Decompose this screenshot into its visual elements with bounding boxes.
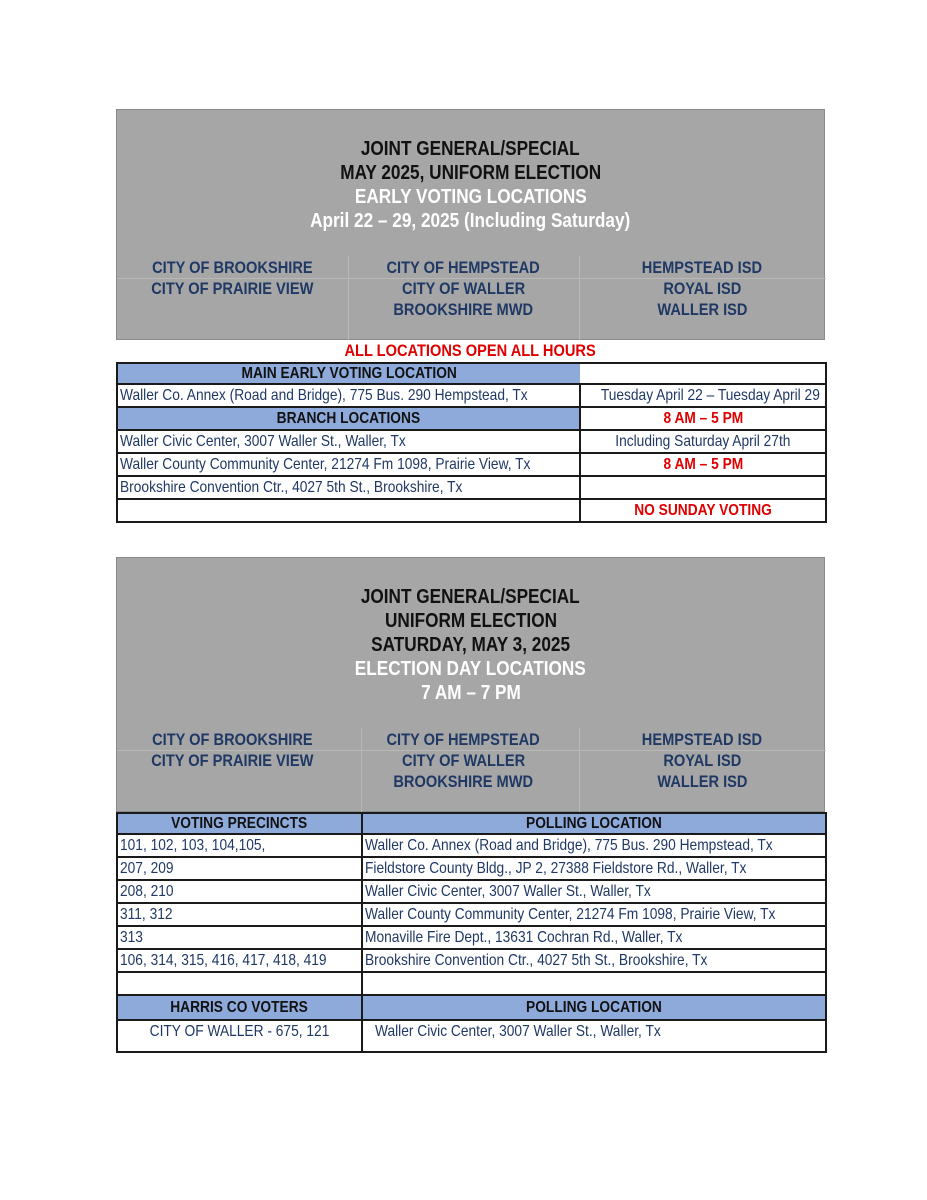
polling-location-header: POLLING LOCATION (362, 813, 826, 834)
eday-title-line-4: ELECTION DAY LOCATIONS (355, 658, 586, 680)
eday-entities-col-2: CITY OF HEMPSTEAD CITY OF WALLER BROOKSHIRE MWD (386, 730, 541, 791)
location-cell: Waller Co. Annex (Road and Bridge), 775 Bus. 290 Hempstead, Tx (362, 834, 826, 857)
precincts-cell: 106, 314, 315, 416, 417, 418, 419 (117, 949, 362, 972)
eday-entities-col-3: HEMPSTEAD ISD ROYAL ISD WALLER ISD (641, 730, 763, 791)
table-row (117, 1020, 826, 1052)
eday-title-line-1: JOINT GENERAL/SPECIAL (361, 586, 580, 608)
early-entities-col-1: CITY OF BROOKSHIRE CITY OF PRAIRIE VIEW (151, 258, 314, 298)
date-range: Tuesday April 22 – Tuesday April 29 (580, 384, 826, 407)
early-voting-header-block (116, 109, 825, 340)
table-row (117, 430, 826, 453)
empty-cell (580, 476, 826, 499)
table-row (117, 813, 826, 834)
hours-2: 8 AM – 5 PM (580, 453, 826, 476)
main-location: Waller Co. Annex (Road and Bridge), 775 Bus. 290 Hempstead, Tx (117, 384, 580, 407)
location-cell: Waller County Community Center, 21274 Fm 1098, Prairie View, Tx (362, 903, 826, 926)
all-locations-notice: ALL LOCATIONS OPEN ALL HOURS (344, 341, 597, 360)
table-row (117, 903, 826, 926)
table-row (117, 880, 826, 903)
table-row (117, 972, 826, 995)
harris-precincts-cell: CITY OF WALLER - 675, 121 (117, 1020, 362, 1052)
precincts-cell: 313 (117, 926, 362, 949)
table-row (117, 995, 826, 1020)
table-row (117, 384, 826, 407)
voting-precincts-header: VOTING PRECINCTS (117, 813, 362, 834)
early-entities-col-3: HEMPSTEAD ISD ROYAL ISD WALLER ISD (641, 258, 763, 319)
eday-entities-col-1: CITY OF BROOKSHIRE CITY OF PRAIRIE VIEW (151, 730, 314, 770)
empty-cell (117, 972, 362, 995)
branch-location-3: Brookshire Convention Ctr., 4027 5th St., Brookshire, Tx (117, 476, 580, 499)
precincts-cell: 311, 312 (117, 903, 362, 926)
table-row (117, 476, 826, 499)
main-location-header: MAIN EARLY VOTING LOCATION (117, 363, 580, 384)
table-row (117, 834, 826, 857)
election-day-header-block (116, 557, 825, 812)
early-title-line-1: JOINT GENERAL/SPECIAL (361, 138, 580, 160)
precincts-cell: 208, 210 (117, 880, 362, 903)
eday-title-line-5: 7 AM – 7 PM (420, 682, 521, 704)
table-row (117, 453, 826, 476)
location-cell: Waller Civic Center, 3007 Waller St., Waller, Tx (362, 880, 826, 903)
table-row (117, 499, 826, 522)
table-row (117, 857, 826, 880)
branch-locations-header: BRANCH LOCATIONS (117, 407, 580, 430)
no-sunday-voting: NO SUNDAY VOTING (580, 499, 826, 522)
election-day-table (116, 812, 827, 1053)
early-title-line-4: April 22 – 29, 2025 (Including Saturday) (310, 210, 631, 232)
location-cell: Fieldstore County Bldg., JP 2, 27388 Fieldstore Rd., Waller, Tx (362, 857, 826, 880)
empty-cell (117, 499, 580, 522)
location-cell: Monaville Fire Dept., 13631 Cochran Rd., Waller, Tx (362, 926, 826, 949)
saturday-note: Including Saturday April 27th (580, 430, 826, 453)
eday-title-line-3: SATURDAY, MAY 3, 2025 (371, 634, 570, 656)
early-title-line-3: EARLY VOTING LOCATIONS (354, 186, 587, 208)
harris-co-voters-header: HARRIS CO VOTERS (117, 995, 362, 1020)
table-row (117, 949, 826, 972)
table-row (117, 363, 826, 384)
early-voting-table (116, 362, 827, 523)
table-row (117, 407, 826, 430)
eday-title-line-2: UNIFORM ELECTION (384, 610, 557, 632)
empty-cell (362, 972, 826, 995)
location-cell: Brookshire Convention Ctr., 4027 5th St., Brookshire, Tx (362, 949, 826, 972)
table-row (117, 926, 826, 949)
harris-location-cell: Waller Civic Center, 3007 Waller St., Waller, Tx (362, 1020, 826, 1052)
early-title-line-2: MAY 2025, UNIFORM ELECTION (340, 162, 601, 184)
precincts-cell: 101, 102, 103, 104,105, (117, 834, 362, 857)
hours-1: 8 AM – 5 PM (580, 407, 826, 430)
harris-polling-location-header: POLLING LOCATION (362, 995, 826, 1020)
precincts-cell: 207, 209 (117, 857, 362, 880)
early-entities-col-2: CITY OF HEMPSTEAD CITY OF WALLER BROOKSHIRE MWD (386, 258, 541, 319)
empty-cell (580, 363, 826, 384)
branch-location-1: Waller Civic Center, 3007 Waller St., Waller, Tx (117, 430, 580, 453)
branch-location-2: Waller County Community Center, 21274 Fm 1098, Prairie View, Tx (117, 453, 580, 476)
